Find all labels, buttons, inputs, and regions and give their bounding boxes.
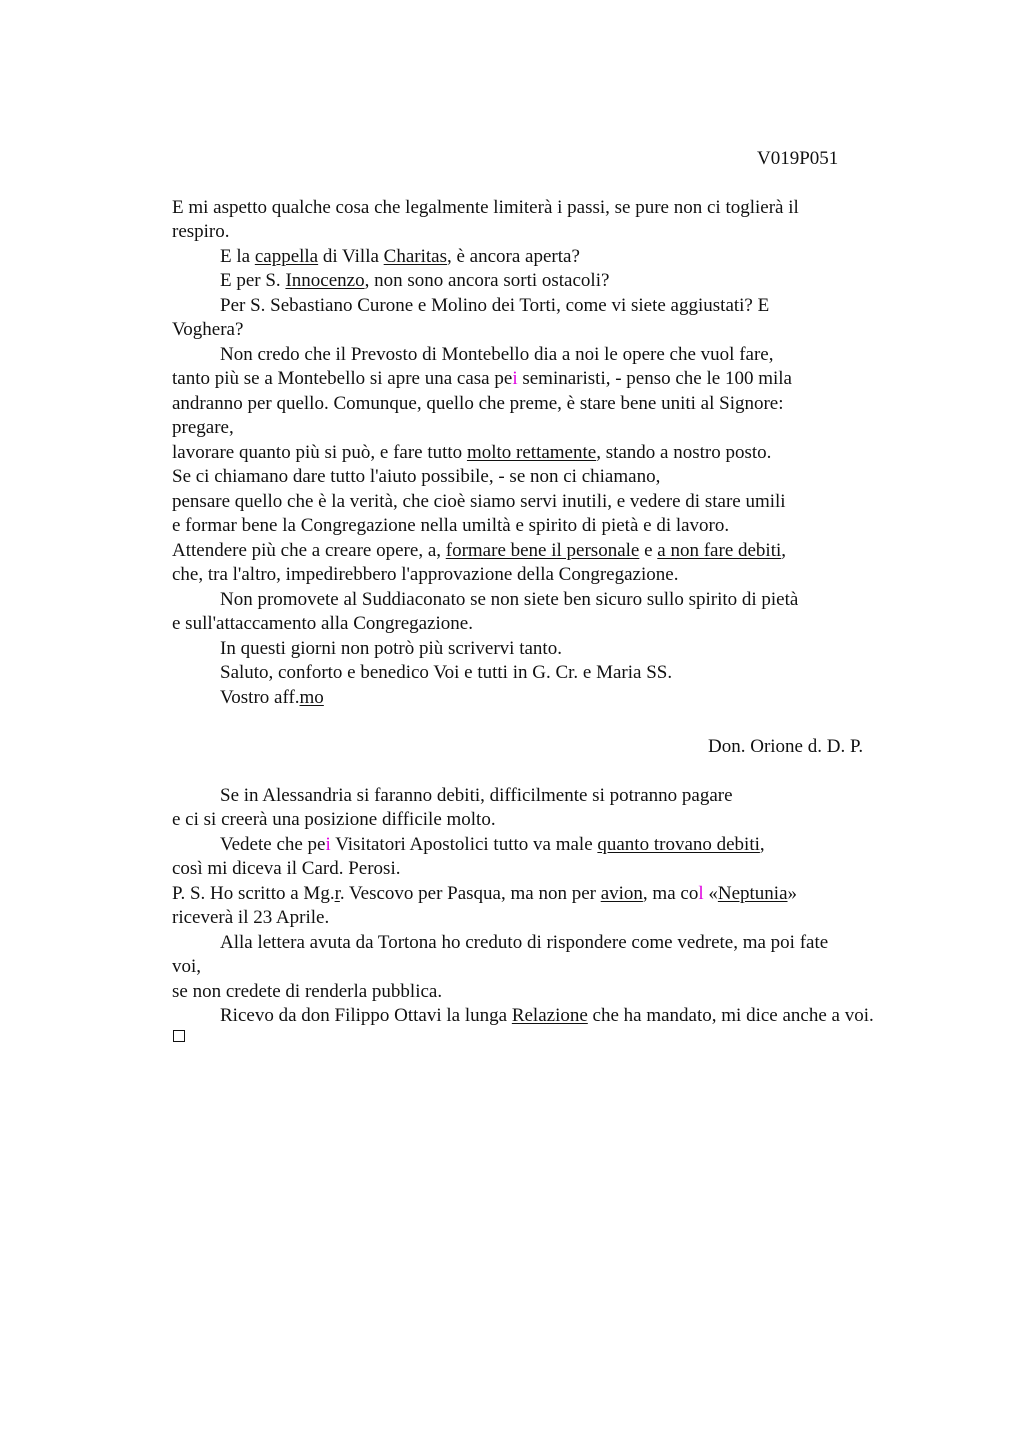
postscript-line: P. S. Ho scritto a Mg.r. Vescovo per Pasqua, ma non per avion, ma col «Neptunia»: [172, 883, 798, 904]
paragraph-line: Per S. Sebastiano Curone e Molino dei Torti, come vi siete aggiustati? E: [220, 295, 770, 316]
paragraph-line: pregare,: [172, 417, 234, 438]
empty-box-symbol: [173, 1030, 185, 1042]
paragraph-line: Ricevo da don Filippo Ottavi la lunga Relazione che ha mandato, mi dice anche a voi.: [220, 1005, 874, 1026]
paragraph-line: e ci si creerà una posizione difficile molto.: [172, 809, 496, 830]
paragraph-line: andranno per quello. Comunque, quello che preme, è stare bene uniti al Signore:: [172, 393, 784, 414]
paragraph-line: respiro.: [172, 221, 230, 242]
paragraph-line: e sull'attaccamento alla Congregazione.: [172, 613, 473, 634]
paragraph-line: Vedete che pei Visitatori Apostolici tutto va male quanto trovano debiti,: [220, 834, 765, 855]
paragraph-line: Non credo che il Prevosto di Montebello dia a noi le opere che vuol fare,: [220, 344, 774, 365]
page-reference: V019P051: [757, 148, 839, 169]
underlined-text: r: [334, 883, 340, 904]
paragraph-line: e formar bene la Congregazione nella umiltà e spirito di pietà e di lavoro.: [172, 515, 730, 536]
paragraph-line: pensare quello che è la verità, che cioè siamo servi inutili, e vedere di stare umili: [172, 491, 786, 512]
paragraph-line: In questi giorni non potrò più scrivervi tanto.: [220, 638, 562, 659]
underlined-text: molto rettamente: [466, 442, 597, 463]
paragraph-line: tanto più se a Montebello si apre una casa pei seminaristi, - penso che le 100 mila: [172, 368, 792, 389]
paragraph-line: E per S. Innocenzo, non sono ancora sorti ostacoli?: [220, 270, 610, 291]
underlined-text: cappella: [254, 246, 319, 267]
paragraph-line: E la cappella di Villa Charitas, è ancora aperta?: [220, 246, 580, 267]
underlined-text: Neptunia: [717, 883, 788, 904]
underlined-text: Charitas: [383, 246, 447, 267]
paragraph-line: Alla lettera avuta da Tortona ho creduto di rispondere come vedrete, ma poi fate: [220, 932, 829, 953]
closing-line: Vostro aff.mo: [220, 687, 324, 708]
paragraph-line: Attendere più che a creare opere, a, formare bene il personale e a non fare debiti,: [172, 540, 787, 561]
underlined-text: formare bene il personale: [445, 540, 640, 561]
paragraph-line: Se ci chiamano dare tutto l'aiuto possibile, - se non ci chiamano,: [172, 466, 661, 487]
paragraph-line: riceverà il 23 Aprile.: [172, 907, 330, 928]
paragraph-line: Saluto, conforto e benedico Voi e tutti in G. Cr. e Maria SS.: [220, 662, 673, 683]
underlined-text: avion: [600, 883, 643, 904]
paragraph-line: voi,: [172, 956, 202, 977]
highlighted-letter: i: [512, 368, 518, 389]
paragraph-line: Voghera?: [172, 319, 244, 340]
highlighted-letter: l: [698, 883, 704, 904]
paragraph-line: così mi diceva il Card. Perosi.: [172, 858, 401, 879]
paragraph-line: Se in Alessandria si faranno debiti, difficilmente si potranno pagare: [220, 785, 733, 806]
paragraph-line: lavorare quanto più si può, e fare tutto molto rettamente, stando a nostro posto.: [172, 442, 772, 463]
underlined-text: quanto trovano debiti: [597, 834, 760, 855]
underlined-text: Relazione: [511, 1005, 588, 1026]
underlined-text: mo: [299, 687, 324, 708]
underlined-text: Innocenzo: [285, 270, 365, 291]
paragraph-line: che, tra l'altro, impedirebbero l'approvazione della Congregazione.: [172, 564, 679, 585]
paragraph-line: se non credete di renderla pubblica.: [172, 981, 443, 1002]
underlined-text: a non fare debiti: [657, 540, 782, 561]
paragraph-line: Non promovete al Suddiaconato se non siete ben sicuro sullo spirito di pietà: [220, 589, 799, 610]
highlighted-letter: i: [325, 834, 331, 855]
signature: Don. Orione d. D. P.: [708, 736, 864, 757]
paragraph-line: E mi aspetto qualche cosa che legalmente limiterà i passi, se pure non ci toglierà il: [172, 197, 799, 218]
